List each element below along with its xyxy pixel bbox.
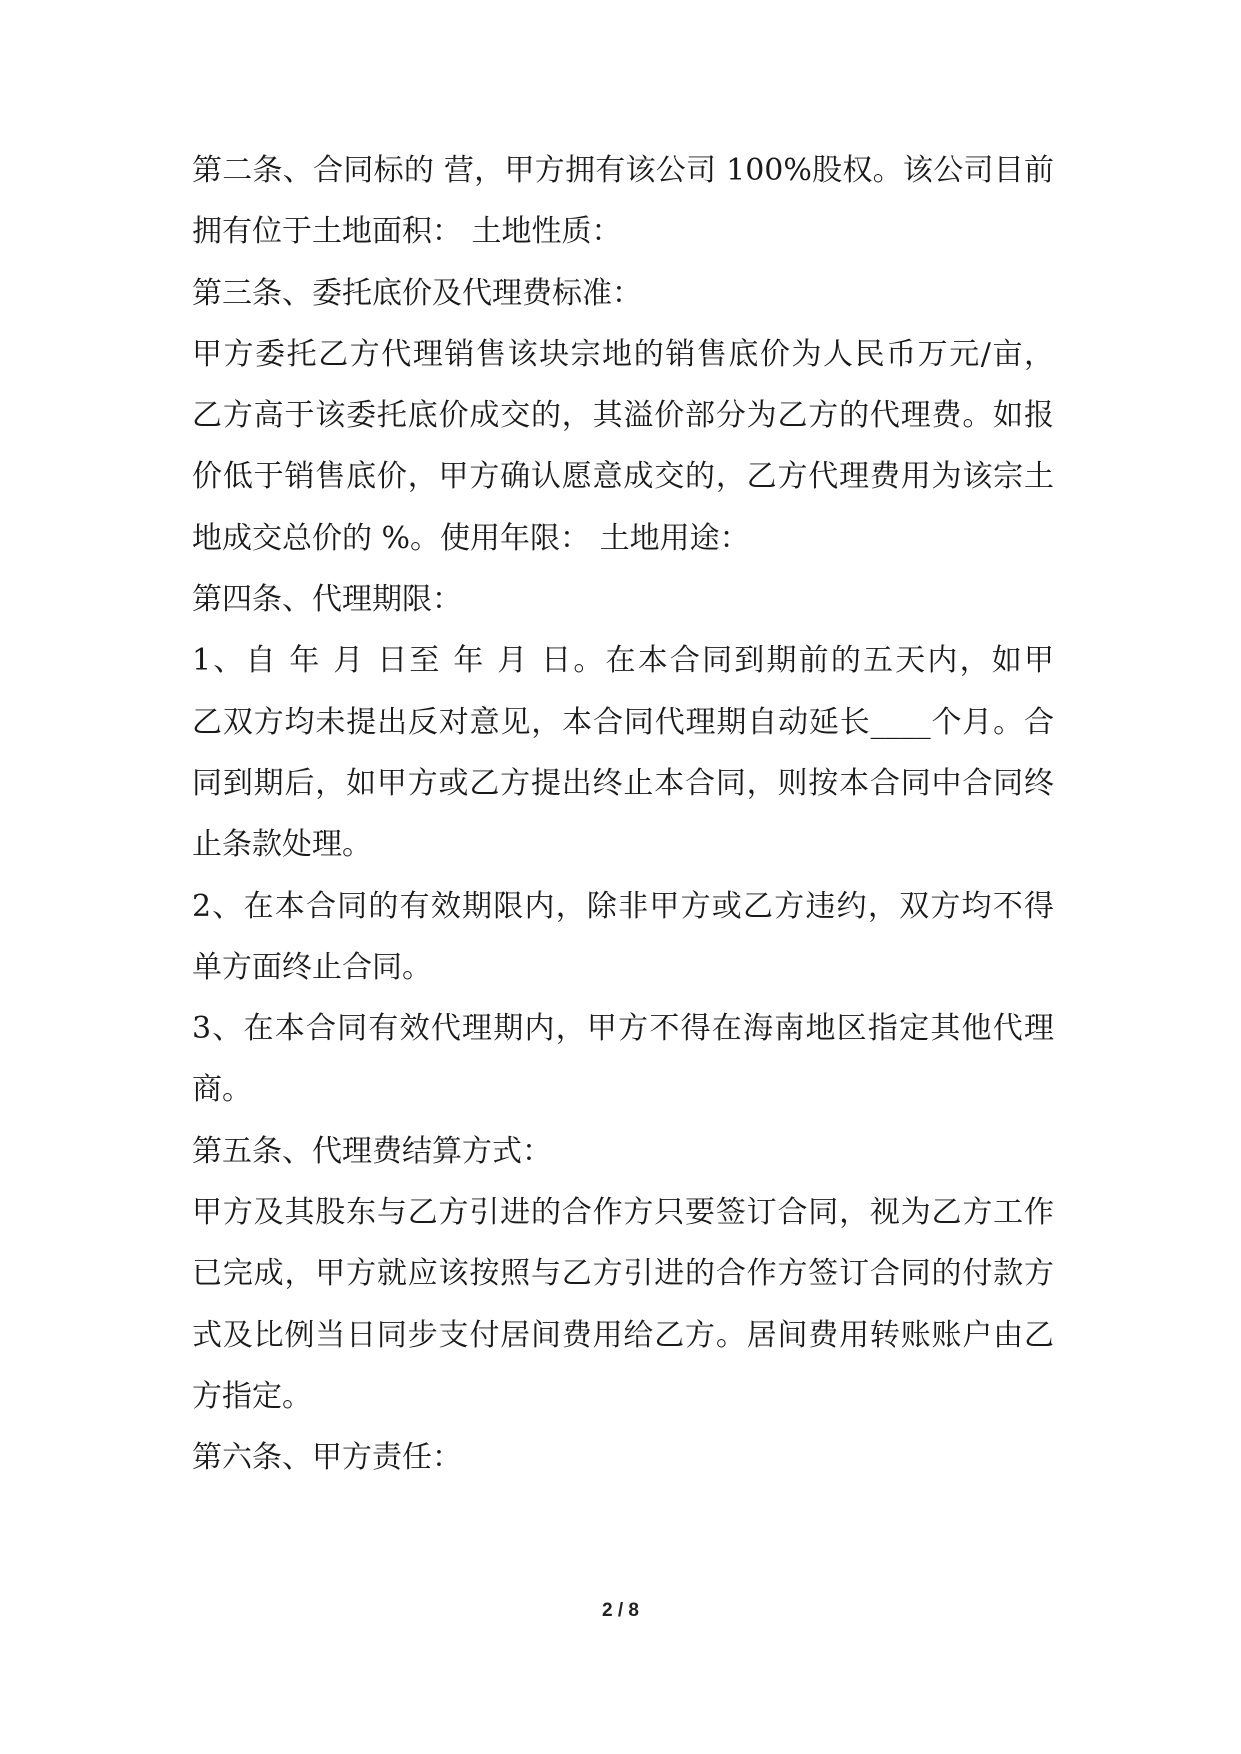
- text-line: 单方面终止合同。: [192, 949, 432, 985]
- text-line: 3、在本合同有效代理期内，甲方不得在海南地区指定其他代理: [192, 1011, 1054, 1047]
- text-line: 第三条、委托底价及代理费标准：: [192, 275, 642, 311]
- text-line: 已完成，甲方就应该按照与乙方引进的合作方签订合同的付款方: [192, 1256, 1054, 1292]
- text-line: 乙方高于该委托底价成交的，其溢价部分为乙方的代理费。如报: [192, 398, 1054, 434]
- text-line: 式及比例当日同步支付居间费用给乙方。居间费用转账账户由乙: [192, 1317, 1054, 1353]
- document-body: [192, 140, 1054, 1489]
- text-line: 2、在本合同的有效期限内，除非甲方或乙方违约，双方均不得: [192, 888, 1054, 924]
- text-line: 1、自 年 月 日至 年 月 日。在本合同到期前的五天内，如甲: [192, 643, 1054, 679]
- text-line: 乙双方均未提出反对意见，本合同代理期自动延长____个月。合: [192, 704, 1054, 740]
- text-line: 拥有位于土地面积： 土地性质：: [192, 214, 622, 250]
- text-line: 甲方及其股东与乙方引进的合作方只要签订合同，视为乙方工作: [192, 1195, 1054, 1231]
- text-line: 第二条、合同标的 营，甲方拥有该公司 100%股权。该公司目前: [192, 153, 1054, 188]
- page-number: 2 / 8: [602, 1600, 639, 1621]
- text-line: 同到期后，如甲方或乙方提出终止本合同，则按本合同中合同终: [192, 765, 1054, 801]
- text-line: 价低于销售底价，甲方确认愿意成交的，乙方代理费用为该宗土: [192, 459, 1054, 495]
- text-line: 止条款处理。: [192, 827, 372, 863]
- text-line: 甲方委托乙方代理销售该块宗地的销售底价为人民币万元/亩，: [192, 336, 1054, 372]
- text-line: 第五条、代理费结算方式：: [192, 1133, 552, 1169]
- text-line: 第四条、代理期限：: [192, 582, 462, 618]
- text-line: 方指定。: [192, 1378, 312, 1414]
- text-line: 地成交总价的 %。使用年限： 土地用途：: [192, 520, 750, 556]
- text-line: 第六条、甲方责任：: [192, 1440, 462, 1476]
- text-line: 商。: [192, 1072, 252, 1108]
